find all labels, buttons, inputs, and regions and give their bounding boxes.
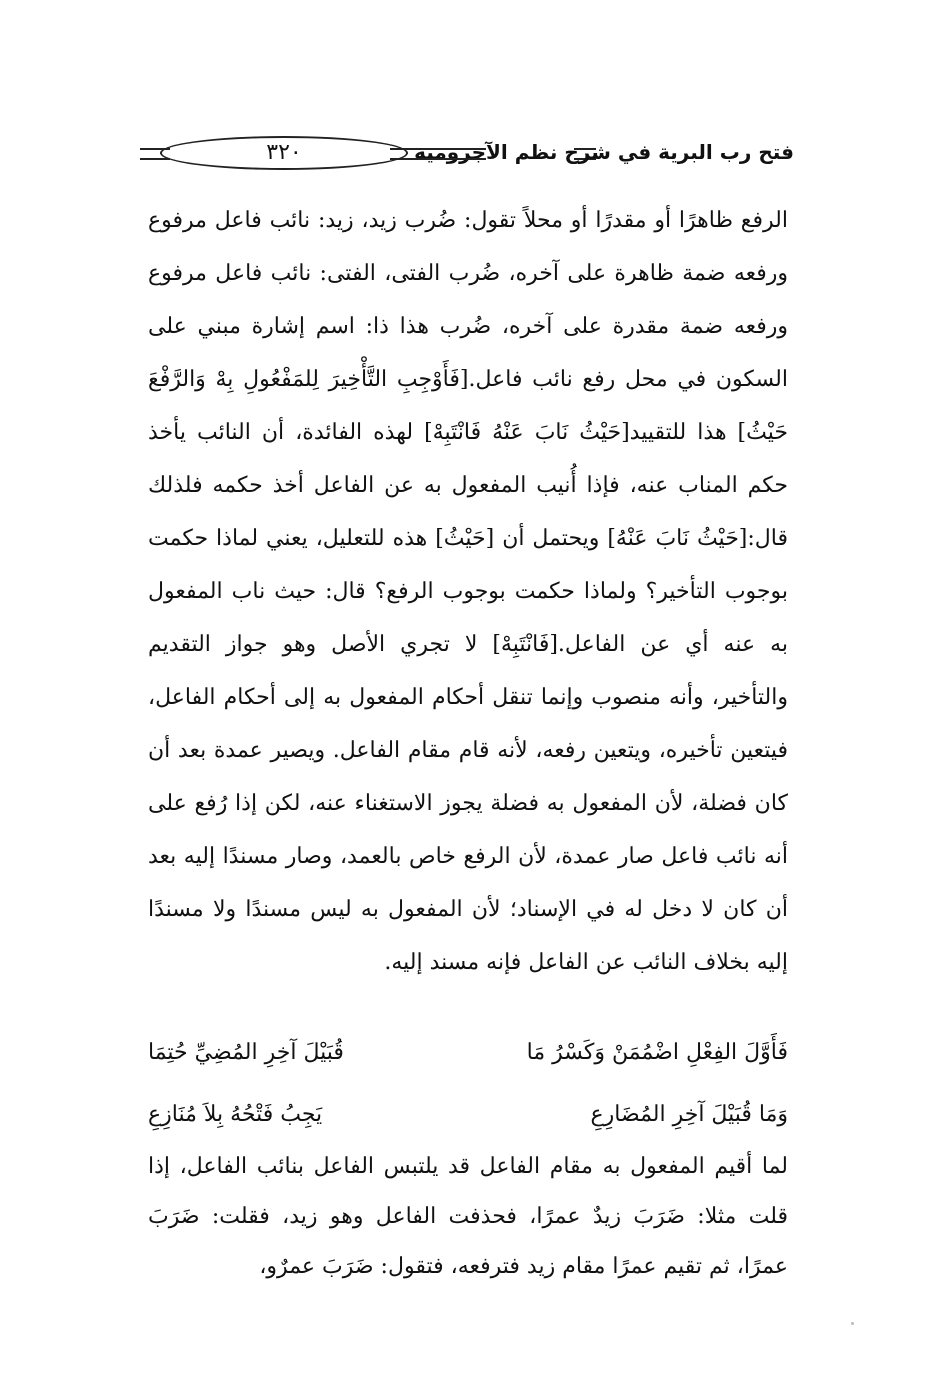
verse-second-hemistich: يَجِبُ فَتْحُهُ بِلاَ مُنَازِعِ <box>148 1102 323 1127</box>
verse-first-hemistich: وَمَا قُبَيْلَ آخِرِ المُضَارِعِ <box>590 1102 788 1127</box>
header-rule <box>140 148 170 160</box>
book-title: فتح رب البرية في شرح نظم الآجرومية <box>414 140 794 164</box>
verse-line <box>148 1022 788 1084</box>
paragraph: لما أقيم المفعول به مقام الفاعل قد يلتبس الفاعل بنائب الفاعل، إذا قلت مثلا: ضَرَبَ زيدٌ عمرًا، فحذفت الفاعل وهو زيد، فقلت: ضَرَبَ عمرًا، ثم تقيم عمرًا مقام زيد فترفعه، فتقول: ضَرَبَ عمرٌو، <box>148 1154 788 1279</box>
page-number: ٣٢٠ <box>160 136 408 170</box>
commentary-text <box>148 1142 788 1292</box>
running-header <box>140 134 794 178</box>
verse-first-hemistich: فَأَوَّلَ الفِعْلِ اضْمُمَنْ وَكَسْرُ مَا <box>526 1040 788 1065</box>
paragraph: الرفع ظاهرًا أو مقدرًا أو محلاً تقول: ضُرب زيد، زيد: نائب فاعل مرفوع ورفعه ضمة ظاهرة على آخره، ضُرب الفتى، الفتى: نائب فاعل مرفوع ورفعه ضمة مقدرة على آخره، ضُرب هذا ذا: اسم إشارة مبني على السكون في محل رفع نائب فاعل.[فَأَوْجِبِ التَّأْخِيرَ لِلمَفْعُولِ بِهْ وَالرَّفْعَ حَيْثُ] هذا للتقييد[حَيْثُ نَابَ عَنْهُ فَانْتَبِهْ] لهذه الفائدة، أن النائب يأخذ حكم المناب عنه، فإذا أُنيب المفعول به عن الفاعل أخذ حكمه فلذلك قال:[حَيْثُ نَابَ عَنْهُ] ويحتمل أن [حَيْثُ] هذه للتعليل، يعني لماذا حكمت بوجوب التأخير؟ ولماذا حكمت بوجوب الرفع؟ قال: حيث ناب المفعول به عنه أي عن الفاعل.[فَانْتَبِهْ] لا تجري الأصل وهو جواز التقديم والتأخير، وأنه منصوب وإنما تنقل أحكام المفعول به إلى أحكام الفاعل، فيتعين تأخيره، ويتعين رفعه، لأنه قام مقام الفاعل. ويصير عمدة بعد أن كان فضلة، لأن المفعول به فضلة يجوز الاستغناء عنه، لكن إذا رُفع على أنه نائب فاعل صار عمدة، لأن الرفع خاص بالعمد، وصار مسندًا إليه بعد أن كان لا دخل له في الإسناد؛ لأن المفعول به ليس مسندًا ولا مسندًا إليه بخلاف النائب عن الفاعل فإنه مسند إليه. <box>148 208 788 975</box>
poem-verses <box>148 1022 788 1146</box>
verse-line <box>148 1084 788 1146</box>
page-speck <box>851 1322 854 1325</box>
commentary-text <box>148 194 788 989</box>
verse-second-hemistich: قُبَيْلَ آخِرِ المُضِيِّ حُتِمَا <box>148 1040 344 1065</box>
